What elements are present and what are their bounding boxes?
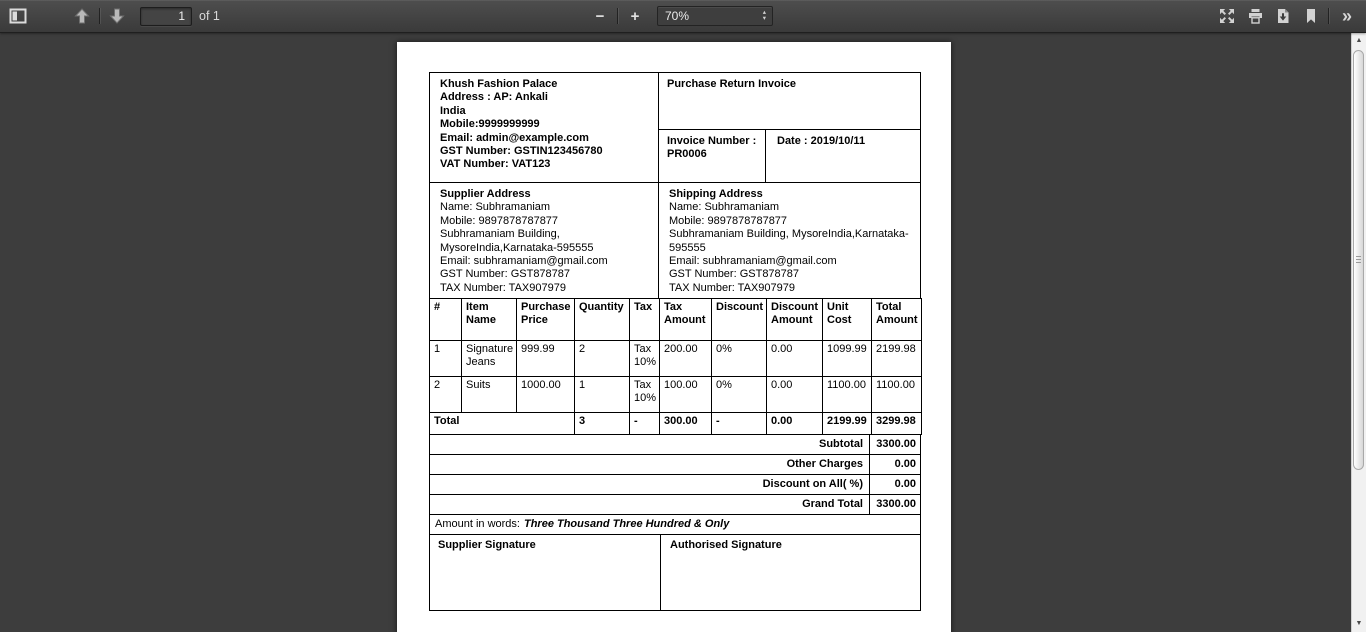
next-page-button[interactable] — [103, 4, 131, 29]
company-mobile: Mobile:9999999999 — [440, 118, 540, 131]
column-header: Unit Cost — [823, 299, 872, 341]
total-label: Total — [430, 413, 575, 435]
item-cell: 2 — [430, 377, 462, 413]
zoom-out-button[interactable] — [586, 4, 614, 29]
invoice-number-row — [659, 130, 920, 182]
item-cell: 999.99 — [517, 341, 575, 377]
page-down-arrow-icon — [109, 8, 125, 24]
supplier-tax: TAX Number: TAX907979 — [440, 281, 566, 294]
download-icon — [1275, 8, 1291, 24]
bookmark-icon — [1304, 8, 1318, 24]
invoice-title: Purchase Return Invoice — [659, 73, 920, 130]
item-cell: 0% — [712, 377, 767, 413]
item-cell: Signature Jeans — [462, 341, 517, 377]
supplier-mobile: Mobile: 9897878787877 — [440, 214, 559, 227]
toolbar-separator — [1328, 8, 1329, 24]
amount-in-words-label: Amount in words: — [435, 517, 520, 530]
company-info-block — [430, 73, 659, 182]
item-cell: 1 — [430, 341, 462, 377]
page-count-label: of 1 — [199, 9, 220, 23]
column-header: Purchase Price — [517, 299, 575, 341]
sidebar-icon — [9, 8, 27, 24]
items-table-header-row — [430, 299, 922, 341]
summary-value: 0.00 — [869, 455, 920, 474]
pdf-page — [397, 42, 951, 632]
shipping-street: Subhramaniam Building, MysoreIndia,Karnataka-595555 — [669, 228, 909, 254]
company-email: Email: admin@example.com — [440, 131, 589, 144]
toolbar-left-group — [4, 0, 220, 32]
scroll-down-arrow-icon[interactable]: ▼ — [1355, 620, 1363, 627]
item-cell: 200.00 — [660, 341, 712, 377]
invoice-number-label: Invoice Number : — [667, 135, 757, 147]
invoice-document — [429, 73, 921, 611]
summary-label: Grand Total — [802, 497, 863, 510]
column-header: Total Amount — [872, 299, 922, 341]
item-cell: Suits — [462, 377, 517, 413]
summary-value: 3300.00 — [869, 435, 920, 454]
column-header: Tax Amount — [660, 299, 712, 341]
summary-row-subtotal — [429, 434, 921, 455]
download-button[interactable] — [1269, 4, 1297, 29]
minus-icon: − — [595, 7, 605, 25]
toolbar-separator — [99, 8, 100, 24]
supplier-address-heading: Supplier Address — [440, 188, 531, 200]
zoom-level-value: 70% — [665, 9, 690, 23]
item-cell: 1100.00 — [872, 377, 922, 413]
supplier-gst: GST Number: GST878787 — [440, 268, 571, 281]
item-row — [430, 341, 922, 377]
pdf-toolbar — [0, 0, 1366, 33]
total-unit-cost: 2199.99 — [823, 413, 872, 435]
shipping-email: Email: subhramaniam@gmail.com — [669, 255, 837, 268]
total-discount-amount: 0.00 — [767, 413, 823, 435]
previous-page-button[interactable] — [68, 4, 96, 29]
supplier-name: Name: Subhramaniam — [440, 201, 551, 214]
item-cell: 1100.00 — [823, 377, 872, 413]
items-total-row — [430, 413, 922, 435]
item-cell: Tax 10% — [630, 377, 660, 413]
invoice-header-section — [429, 72, 921, 183]
page-number-input[interactable] — [140, 7, 192, 26]
column-header: Tax — [630, 299, 660, 341]
invoice-number-value: PR0006 — [667, 148, 707, 161]
item-cell: 2 — [575, 341, 630, 377]
pdf-viewer-area — [0, 33, 1366, 632]
column-header: # — [430, 299, 462, 341]
authorised-signature-label: Authorised Signature — [670, 539, 782, 551]
company-country: India — [440, 104, 466, 117]
invoice-date-cell: Date : 2019/10/11 — [777, 135, 866, 147]
shipping-gst: GST Number: GST878787 — [669, 268, 800, 281]
shipping-mobile: Mobile: 9897878787877 — [669, 214, 788, 227]
total-tax-amount: 300.00 — [660, 413, 712, 435]
item-cell: 100.00 — [660, 377, 712, 413]
supplier-street: Subhramaniam Building, MysoreIndia,Karnataka-595555 — [440, 228, 594, 254]
more-tools-button[interactable] — [1332, 4, 1360, 29]
company-name: Khush Fashion Palace — [440, 78, 558, 90]
total-quantity: 3 — [575, 413, 630, 435]
amount-in-words-value: Three Thousand Three Hundred & Only — [523, 517, 730, 530]
presentation-mode-button[interactable] — [1213, 4, 1241, 29]
zoom-in-button[interactable] — [621, 4, 649, 29]
item-cell: 1099.99 — [823, 341, 872, 377]
summary-row-grand-total — [429, 494, 921, 515]
company-gst: GST Number: GSTIN123456780 — [440, 145, 603, 158]
supplier-email: Email: subhramaniam@gmail.com — [440, 255, 608, 268]
page-up-arrow-icon — [74, 8, 90, 24]
signatures-section — [429, 534, 921, 611]
double-chevron-icon: » — [1341, 5, 1350, 26]
total-tax: - — [630, 413, 660, 435]
column-header: Item Name — [462, 299, 517, 341]
scroll-up-arrow-icon[interactable]: ▲ — [1355, 37, 1363, 44]
company-vat: VAT Number: VAT123 — [440, 158, 551, 171]
total-amount: 3299.98 — [872, 413, 922, 435]
shipping-tax: TAX Number: TAX907979 — [669, 281, 795, 294]
amount-in-words-row — [429, 514, 921, 535]
supplier-address-block — [430, 183, 659, 298]
item-cell: 1 — [575, 377, 630, 413]
addresses-section — [429, 182, 921, 299]
supplier-signature-label: Supplier Signature — [430, 535, 661, 610]
shipping-address-heading: Shipping Address — [669, 188, 763, 200]
item-cell: 0% — [712, 341, 767, 377]
summary-label: Subtotal — [819, 437, 863, 450]
summary-label: Other Charges — [786, 457, 863, 470]
fullscreen-icon — [1219, 8, 1235, 24]
item-cell: 1000.00 — [517, 377, 575, 413]
shipping-address-block — [659, 183, 920, 298]
printer-icon — [1247, 8, 1264, 24]
column-header: Discount Amount — [767, 299, 823, 341]
plus-icon: + — [630, 7, 640, 25]
shipping-name: Name: Subhramaniam — [669, 201, 780, 214]
print-button[interactable] — [1241, 4, 1269, 29]
invoice-number-cell — [659, 130, 766, 182]
items-table — [429, 298, 922, 435]
vertical-scrollbar[interactable] — [1351, 33, 1366, 632]
item-cell: 0.00 — [767, 377, 823, 413]
scrollbar-grip-icon — [1356, 256, 1361, 265]
item-cell: 0.00 — [767, 341, 823, 377]
toggle-sidebar-button[interactable] — [4, 4, 32, 29]
select-spinner-icon: ▴ ▾ — [762, 9, 766, 22]
bookmark-button[interactable] — [1297, 4, 1325, 29]
summary-row-discount — [429, 474, 921, 495]
column-header: Quantity — [575, 299, 630, 341]
item-row — [430, 377, 922, 413]
toolbar-right-group — [1213, 0, 1360, 32]
toolbar-center-group — [586, 0, 773, 32]
summary-value: 0.00 — [869, 475, 920, 494]
invoice-title-block — [659, 73, 920, 182]
company-address-line: Address : AP: Ankali — [440, 91, 548, 104]
column-header: Discount — [712, 299, 767, 341]
summary-row-other-charges — [429, 454, 921, 475]
summary-label: Discount on All( %) — [762, 477, 863, 490]
item-cell: 2199.98 — [872, 341, 922, 377]
scrollbar-thumb[interactable] — [1353, 50, 1364, 470]
zoom-level-select[interactable] — [657, 6, 773, 26]
total-discount: - — [712, 413, 767, 435]
summary-value: 3300.00 — [869, 495, 920, 514]
toolbar-separator — [617, 8, 618, 24]
item-cell: Tax 10% — [630, 341, 660, 377]
